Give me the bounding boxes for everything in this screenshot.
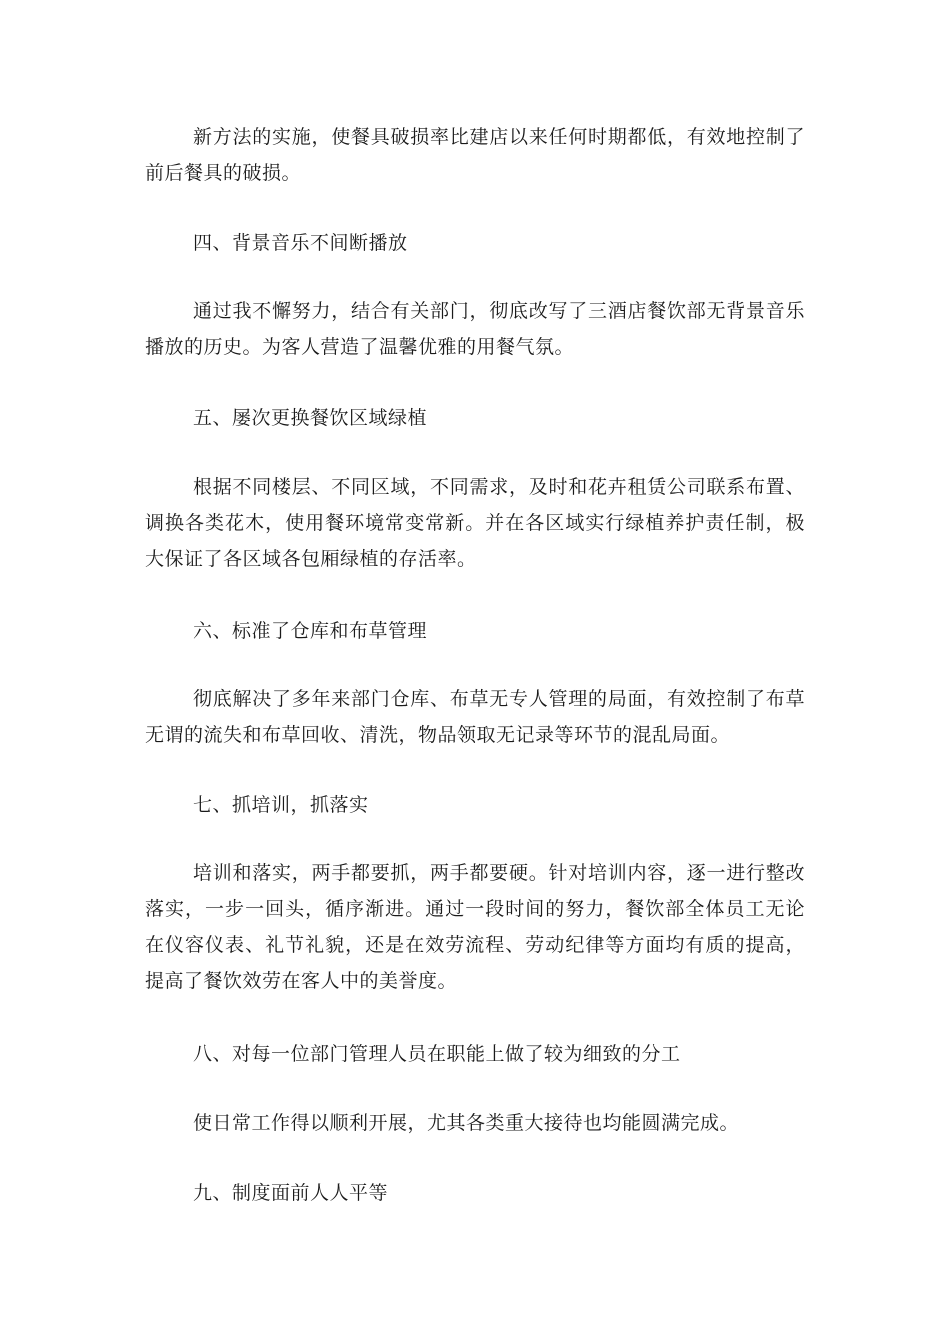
paragraph-daily-work: 使日常工作得以顺利开展，尤其各类重大接待也均能圆满完成。 — [193, 1112, 740, 1134]
paragraph-training: 培训和落实，两手都要抓，两手都要硬。针对培训内容，逐一进行整改落实，一步一回头，循序渐进。通过一段时间的努力，餐饮部全体员工无论在仪容仪表、礼节礼貌，还是在效劳流程、劳动纪律等方面均有质的提高，提高了餐饮效劳在客人中的美誉度。 — [145, 862, 805, 992]
section-heading-9: 九、制度面前人人平等 — [193, 1182, 389, 1204]
paragraph-background-music: 通过我不懈努力，结合有关部门，彻底改写了三酒店餐饮部无背景音乐播放的历史。为客人营造了温馨优雅的用餐气氛。 — [145, 300, 805, 358]
paragraph-tableware-breakage: 新方法的实施，使餐具破损率比建店以来任何时期都低，有效地控制了前后餐具的破损。 — [145, 126, 805, 184]
section-heading-6: 六、标准了仓库和布草管理 — [193, 620, 428, 642]
paragraph-plants: 根据不同楼层、不同区域，不同需求，及时和花卉租赁公司联系布置、调换各类花木，使用餐环境常变常新。并在各区域实行绿植养护责任制，极大保证了各区域各包厢绿植的存活率。 — [145, 476, 805, 570]
section-heading-5: 五、屡次更换餐饮区域绿植 — [193, 407, 428, 429]
section-heading-7: 七、抓培训，抓落实 — [193, 794, 369, 816]
paragraph-warehouse-linen: 彻底解决了多年来部门仓库、布草无专人管理的局面，有效控制了布草无谓的流失和布草回收、清洗，物品领取无记录等环节的混乱局面。 — [145, 688, 805, 746]
section-heading-8: 八、对每一位部门管理人员在职能上做了较为细致的分工 — [193, 1043, 681, 1065]
section-heading-4: 四、背景音乐不间断播放 — [193, 232, 408, 254]
